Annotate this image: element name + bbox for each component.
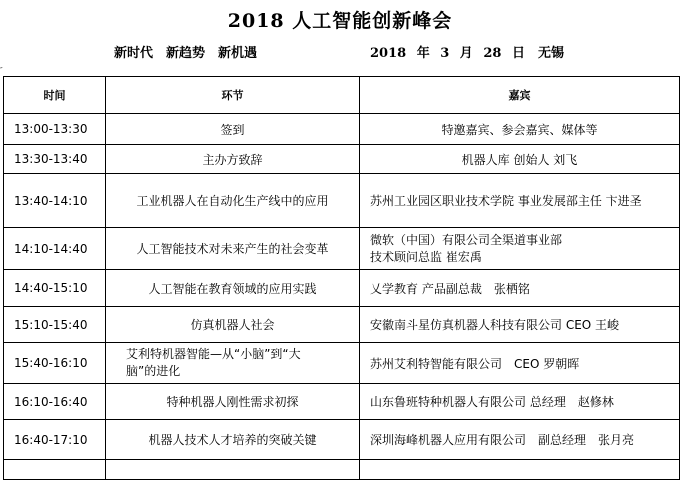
page-title: 2018 人工智能创新峰会 <box>227 10 453 32</box>
guest-cell: 特邀嘉宾、参会嘉宾、媒体等 <box>360 114 680 145</box>
table-row <box>4 420 680 460</box>
guest-cell <box>360 228 680 270</box>
table-row <box>4 460 680 480</box>
table-corner-mark: ˹ <box>0 67 3 77</box>
header-segment: 环节 <box>106 77 360 114</box>
guest-cell <box>360 460 680 480</box>
segment-cell <box>106 460 360 480</box>
header-time: 时间 <box>4 77 106 114</box>
time-cell: 13:30-13:40 <box>4 145 106 174</box>
guest-cell: 机器人库 创始人 刘飞 <box>360 145 680 174</box>
header-guest: 嘉宾 <box>360 77 680 114</box>
table-row <box>4 114 680 145</box>
segment-cell: 主办方致辞 <box>106 145 360 174</box>
guest-cell: 苏州艾利特智能有限公司 CEO 罗朝晖 <box>360 343 680 384</box>
table-row <box>4 145 680 174</box>
table-row <box>4 174 680 228</box>
table-row <box>4 343 680 384</box>
segment-cell: 人工智能在教育领域的应用实践 <box>106 270 360 307</box>
time-cell: 13:40-14:10 <box>4 174 106 228</box>
guest-cell: 苏州工业园区职业技术学院 事业发展部主任 卞进圣 <box>360 174 680 228</box>
time-cell: 14:10-14:40 <box>4 228 106 270</box>
guest-line: 微软（中国）有限公司全渠道事业部 <box>370 232 563 247</box>
guest-cell: 山东鲁班特种机器人有限公司 总经理 赵修林 <box>360 384 680 420</box>
segment-cell: 人工智能技术对未来产生的社会变革 <box>106 228 360 270</box>
segment-cell: 仿真机器人社会 <box>106 307 360 343</box>
event-slogan: 新时代 新趋势 新机遇 <box>114 46 258 61</box>
segment-line: 艾利特机器智能—从“小脑”到“大 <box>126 347 301 361</box>
table-row <box>4 270 680 307</box>
time-cell: 15:10-15:40 <box>4 307 106 343</box>
time-cell: 16:10-16:40 <box>4 384 106 420</box>
guest-cell: 安徽南斗星仿真机器人科技有限公司 CEO 王峻 <box>360 307 680 343</box>
table-row <box>4 384 680 420</box>
time-cell: 16:40-17:10 <box>4 420 106 460</box>
segment-cell: 工业机器人在自动化生产线中的应用 <box>106 174 360 228</box>
segment-cell: 签到 <box>106 114 360 145</box>
guest-cell: 乂学教育 产品副总裁 张栖铭 <box>360 270 680 307</box>
event-date-location: 2018 年 3 月 28 日 无锡 <box>370 46 564 61</box>
time-cell: 13:00-13:30 <box>4 114 106 145</box>
time-cell <box>4 460 106 480</box>
table-header-row <box>4 77 680 114</box>
segment-cell: 特种机器人刚性需求初探 <box>106 384 360 420</box>
time-cell: 14:40-15:10 <box>4 270 106 307</box>
guest-line: 技术顾问总监 崔宏禹 <box>370 249 482 264</box>
schedule-table <box>3 76 680 480</box>
table-row <box>4 228 680 270</box>
time-cell: 15:40-16:10 <box>4 343 106 384</box>
table-row <box>4 307 680 343</box>
guest-cell: 深圳海峰机器人应用有限公司 副总经理 张月亮 <box>360 420 680 460</box>
segment-cell: 机器人技术人才培养的突破关键 <box>106 420 360 460</box>
segment-line: 脑”的进化 <box>126 364 181 378</box>
segment-cell <box>106 343 360 384</box>
